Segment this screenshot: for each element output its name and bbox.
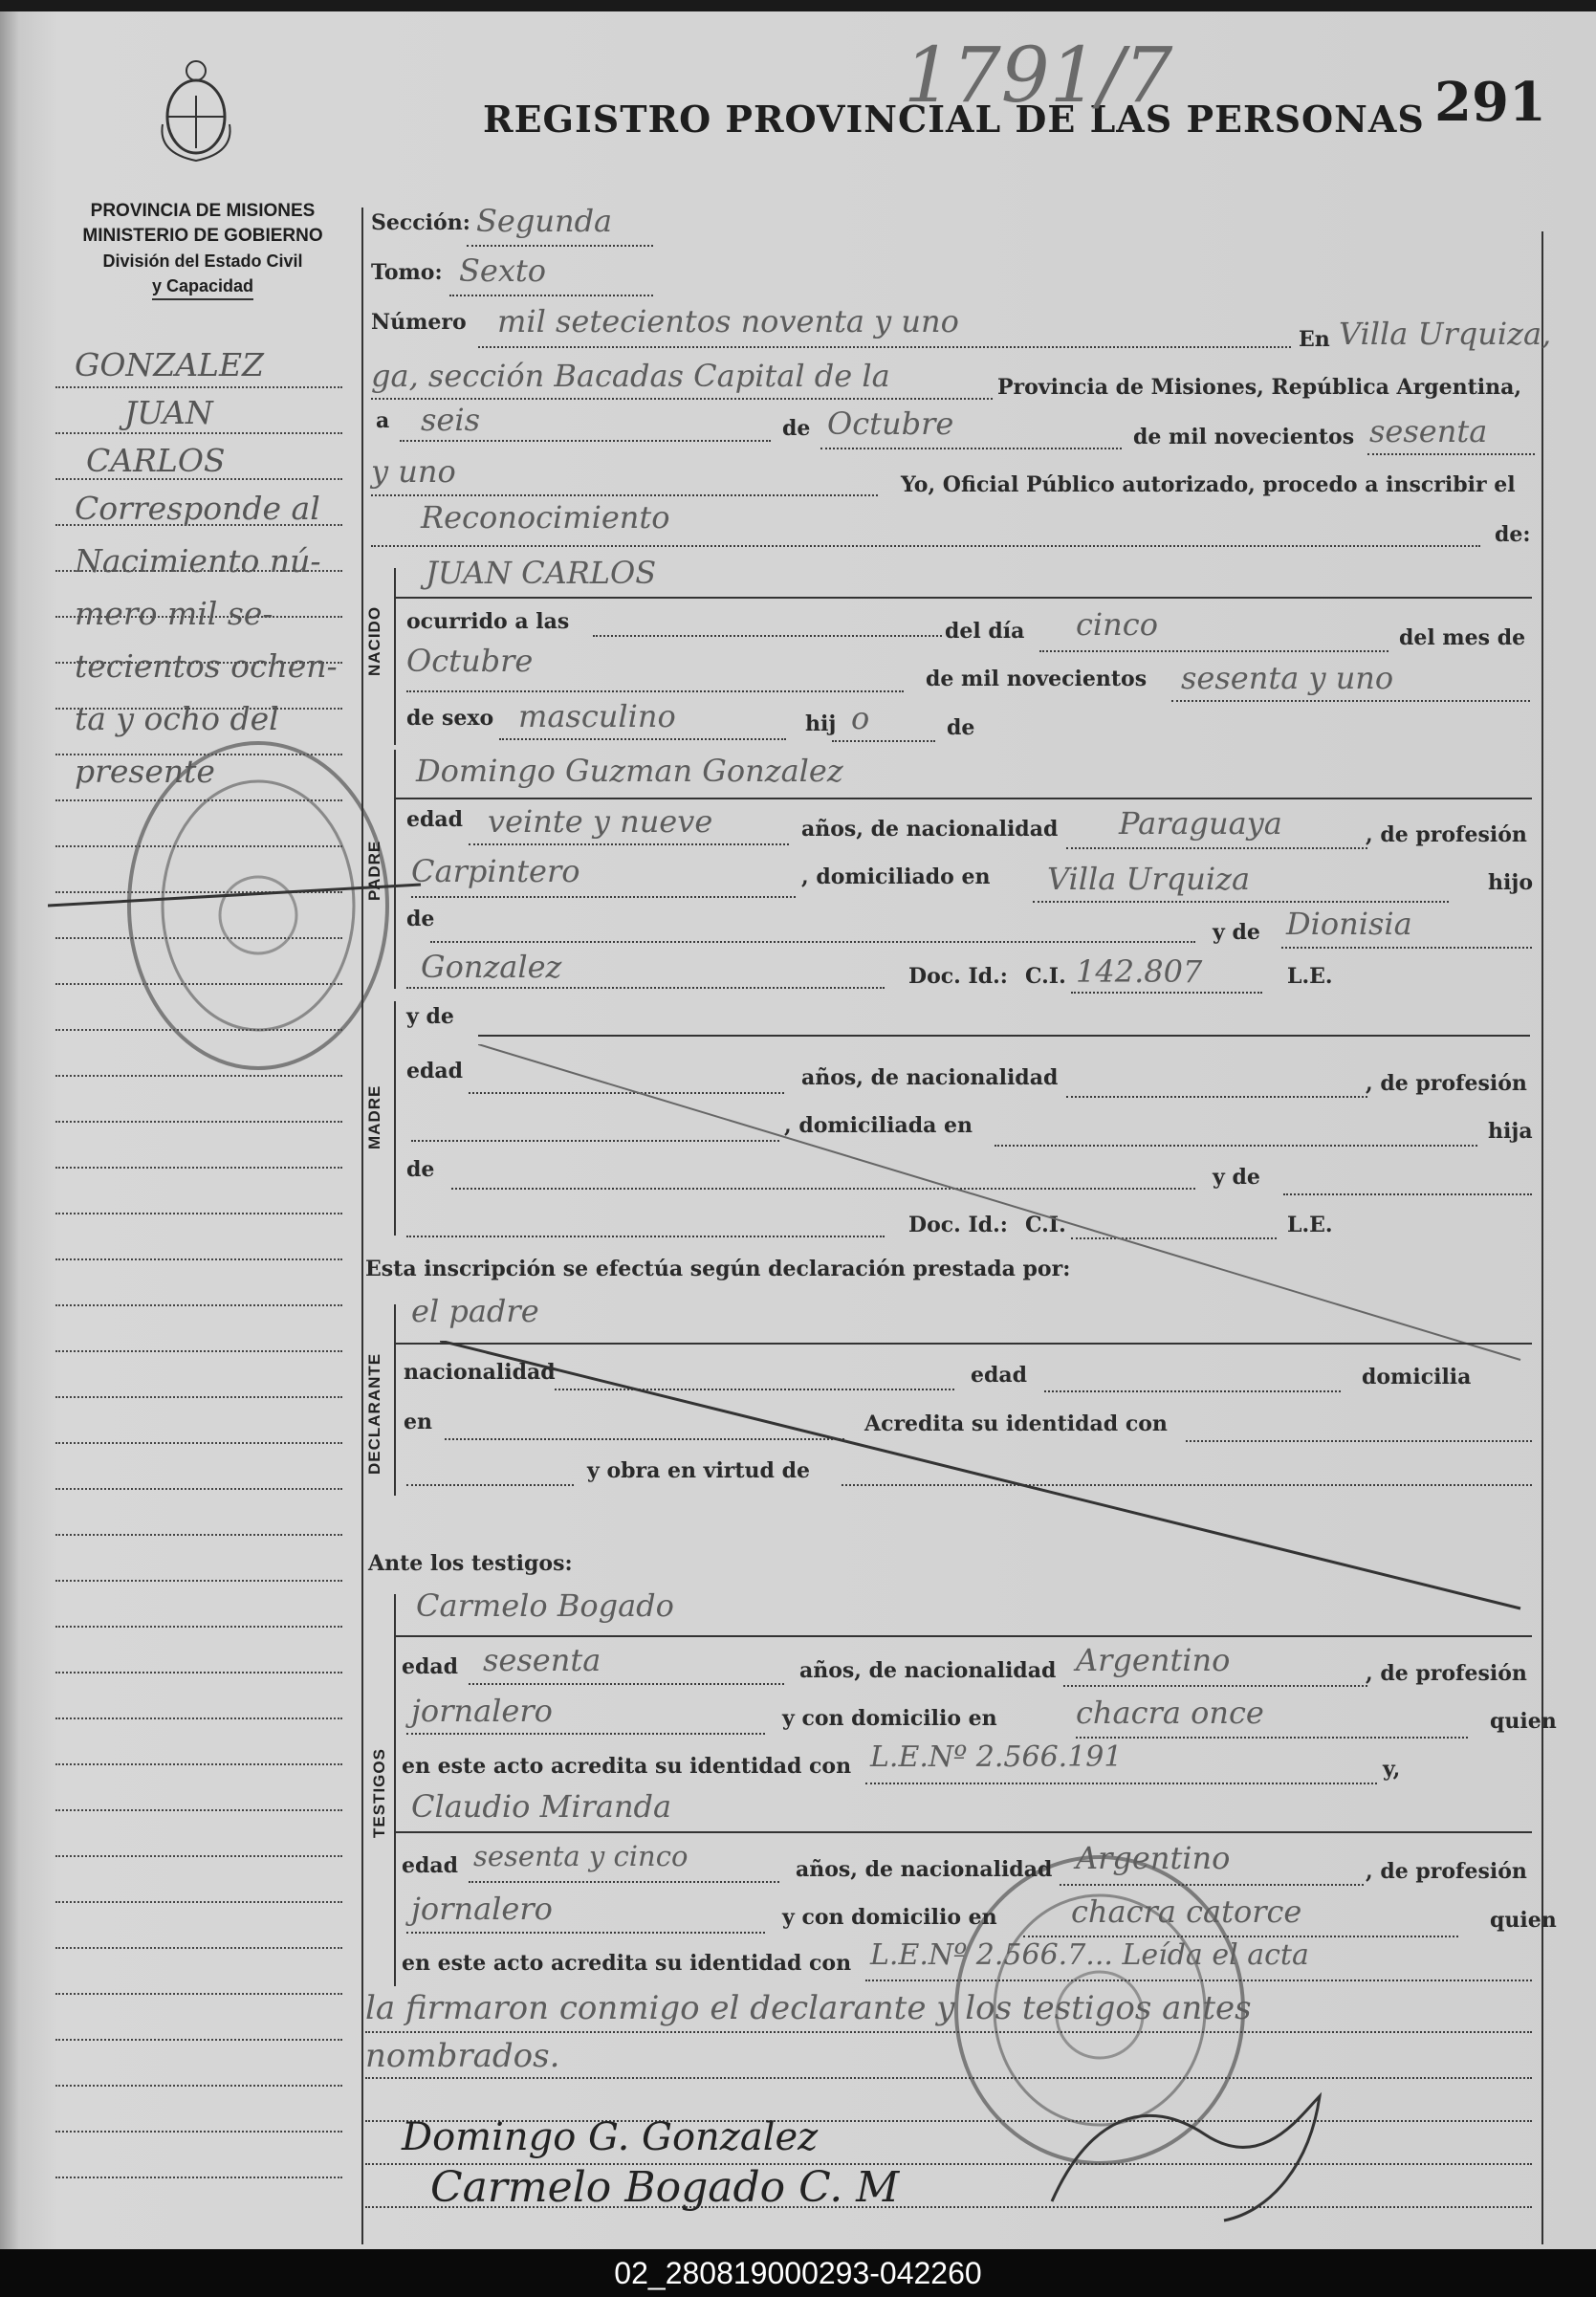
t1-doc-value: L.E.Nº 2.566.191 <box>870 1740 1123 1774</box>
de-colon-label: de: <box>1495 522 1531 547</box>
madre-prof-label: , de profesión <box>1366 1071 1527 1096</box>
acto-value: Reconocimiento <box>421 499 670 536</box>
mes-value: Octubre <box>827 405 954 442</box>
padre-edad-value: veinte y nueve <box>488 803 713 840</box>
dia-nac-line <box>1039 650 1388 652</box>
t1-y-label: y, <box>1383 1757 1401 1782</box>
padre-le-label: L.E. <box>1287 964 1333 989</box>
padre-doc-label: Doc. Id.: <box>908 964 1008 989</box>
nombre-line <box>394 597 1532 599</box>
declarante-dom-label: domicilia <box>1362 1365 1472 1389</box>
declarante-nac-label: nacionalidad <box>404 1360 556 1385</box>
margin-note-5: ta y ocho del <box>75 700 279 737</box>
obra-label: y obra en virtud de <box>587 1458 810 1483</box>
cierre-line-1: la firmaron conmigo el declarante y los testigos antes <box>365 1989 1252 2027</box>
madre-cancel-line <box>478 1044 1530 1369</box>
padre-nombre-value: Domingo Guzman Gonzalez <box>416 753 843 789</box>
mes-nac-line <box>406 690 904 692</box>
padre-dom-value: Villa Urquiza <box>1047 861 1251 897</box>
madre-nac-label: años, de nacionalidad <box>801 1065 1059 1090</box>
hija-label: hija <box>1488 1119 1533 1144</box>
ministry-line-3: División del Estado Civil <box>102 252 303 271</box>
act-number-handwritten: 1791/7 <box>904 31 1173 120</box>
padre-prof-value: Carpintero <box>411 853 580 889</box>
t1-edad-value: sesenta <box>483 1642 601 1678</box>
tomo-label: Tomo: <box>371 260 443 285</box>
margin-note-1: Corresponde al <box>75 490 320 527</box>
acredita-label: Acredita su identidad con <box>864 1411 1168 1436</box>
madre-bar <box>394 1001 396 1236</box>
numero-value: mil setecientos noventa y uno <box>497 303 959 339</box>
numero-line <box>478 346 1291 348</box>
padre-padres-line <box>430 941 1195 943</box>
t2-dom-label: y con domicilio en <box>782 1905 997 1930</box>
padre-prof-label: , de profesión <box>1366 822 1527 847</box>
t2-prof-value: jornalero <box>411 1891 553 1927</box>
t1-prof-label: , de profesión <box>1366 1661 1527 1686</box>
hij-value: o <box>851 700 870 736</box>
register-title: REGISTRO PROVINCIAL DE LAS PERSONAS <box>483 98 1425 141</box>
ministry-block <box>59 199 346 300</box>
padre-ci-value: 142.807 <box>1076 953 1203 990</box>
de-mil-label: de mil novecientos <box>1133 425 1355 449</box>
declarante-bar <box>394 1304 396 1496</box>
anio-nac-line <box>1171 700 1530 702</box>
padre-dom-line <box>1033 901 1449 903</box>
lugar-value-2: ga, sección Bacadas Capital de la <box>371 358 890 394</box>
dia-value: seis <box>421 402 481 438</box>
t2-nac-line <box>1060 1884 1364 1886</box>
del-mes-label: del mes de <box>1399 625 1526 650</box>
padre-ci-label: C.I. <box>1025 964 1066 989</box>
mes-line <box>820 448 1122 449</box>
t1-doc-line <box>865 1783 1377 1784</box>
t2-dom-line <box>1023 1936 1458 1937</box>
dia-nac-value: cinco <box>1076 606 1158 643</box>
declarante-edad-label: edad <box>971 1363 1028 1388</box>
sexo-line <box>499 738 786 740</box>
seccion-value: Segunda <box>476 203 613 239</box>
t2-acredita-label: en este acto acredita su identidad con <box>402 1951 852 1976</box>
t2-edad-label: edad <box>402 1853 459 1878</box>
ministry-line-2: MINISTERIO DE GOBIERNO <box>82 226 323 246</box>
margin-surname: GONZALEZ <box>75 346 264 383</box>
margin-name-2: CARLOS <box>86 442 226 479</box>
del-dia-label: del día <box>945 619 1025 644</box>
testigos-side-label: TESTIGOS <box>370 1748 388 1838</box>
declarante-en-label: en <box>404 1410 432 1434</box>
firma-testigo: Carmelo Bogado C. M <box>430 2163 900 2212</box>
sexo-value: masculino <box>518 698 676 734</box>
padre-nombre-line <box>394 798 1532 799</box>
anio-value-1: sesenta <box>1369 413 1488 449</box>
madre-y-de-label-2: y de <box>1213 1165 1260 1190</box>
firma-oficial-icon <box>1033 2077 1348 2230</box>
oficial-label: Yo, Oficial Público autorizado, procedo a inscribir el <box>901 472 1516 497</box>
numero-label: Número <box>371 310 467 335</box>
declarante-side-label: DECLARANTE <box>365 1352 383 1475</box>
de-mil-nov-label: de mil novecientos <box>926 667 1148 691</box>
seccion-line <box>467 245 653 247</box>
cierre-line-2: nombrados. <box>365 2037 560 2075</box>
declaracion-label: Esta inscripción se efectúa según declaración prestada por: <box>365 1257 1071 1281</box>
page-number: 291 <box>1434 71 1546 134</box>
t2-prof-label: , de profesión <box>1366 1859 1527 1884</box>
lugar-line <box>371 398 993 400</box>
anio2-line <box>371 494 878 496</box>
coat-of-arms-icon <box>153 57 239 172</box>
anio-value-2: y uno <box>371 453 456 490</box>
madre-side-label: MADRE <box>365 1084 383 1149</box>
t2-doc-value: L.E.Nº 2.566.7... Leída el acta <box>870 1938 1309 1972</box>
padre-nac-label: años, de nacionalidad <box>801 817 1059 842</box>
t1-prof-value: jornalero <box>411 1693 553 1729</box>
t1-nac-line <box>1063 1685 1367 1687</box>
madre-de-label: de <box>406 1157 435 1182</box>
t2-doc-line <box>865 1980 1532 1981</box>
hora-line <box>593 635 942 637</box>
en-label: En <box>1299 327 1330 352</box>
ministry-line-4: y Capacidad <box>152 273 253 300</box>
madre-le-label: L.E. <box>1287 1213 1333 1237</box>
t1-edad-line <box>469 1683 784 1685</box>
testigo2-line <box>394 1831 1532 1833</box>
padre-edad-line <box>469 843 789 845</box>
provincia-label: Provincia de Misiones, República Argentina, <box>997 375 1522 400</box>
t1-nac-label: años, de nacionalidad <box>799 1658 1057 1683</box>
padre-madre-line <box>1281 947 1532 949</box>
hij-label: hij <box>805 711 837 736</box>
cierre-line-rule-1 <box>365 2031 1532 2033</box>
padre-ci-line <box>1071 992 1262 994</box>
margin-note-3: mero mil se- <box>75 595 273 632</box>
declarante-cancel-line <box>440 1341 1530 1618</box>
mes-nac-value: Octubre <box>406 643 534 679</box>
padre-edad-label: edad <box>406 807 464 832</box>
margin-name-1: JUAN <box>124 394 213 431</box>
madre-dom-label: , domiciliada en <box>784 1113 973 1138</box>
padre-madre-value-1: Dionisia <box>1286 906 1412 942</box>
t2-dom-value: chacra catorce <box>1071 1893 1302 1930</box>
t2-edad-value: sesenta y cinco <box>473 1840 689 1872</box>
t1-dom-line <box>1076 1737 1468 1739</box>
madre-edad-label: edad <box>406 1059 464 1083</box>
nacido-bar <box>394 568 396 745</box>
anio-line <box>1367 453 1535 455</box>
frame-right <box>1541 231 1543 2244</box>
padre-dom-label: , domiciliado en <box>801 864 991 889</box>
t1-prof-line <box>406 1733 765 1735</box>
t1-acredita-label: en este acto acredita su identidad con <box>402 1754 852 1779</box>
de-label-2: de <box>947 715 975 740</box>
t1-dom-label: y con domicilio en <box>782 1706 997 1731</box>
padre-side-label: PADRE <box>365 840 383 901</box>
ministry-line-1: PROVINCIA DE MISIONES <box>90 201 316 221</box>
madre-doc-label: Doc. Id.: <box>908 1213 1008 1237</box>
lugar-value-1: Villa Urquiza, <box>1339 316 1552 352</box>
padre-madre2-line <box>406 987 885 989</box>
scan-id-footer: 02_280819000293-042260 <box>0 2249 1596 2297</box>
t2-edad-line <box>469 1881 779 1883</box>
t2-quien-label: quien <box>1490 1908 1557 1933</box>
testigo1-line <box>394 1635 1532 1637</box>
t1-dom-value: chacra once <box>1076 1695 1264 1731</box>
tomo-line <box>449 295 653 296</box>
padre-y-de-label: y de <box>1213 920 1260 945</box>
padre-bar <box>394 750 396 989</box>
t2-nac-value: Argentino <box>1076 1840 1231 1876</box>
nacido-side-label: NACIDO <box>365 605 383 676</box>
anio-nac-value: sesenta y uno <box>1181 660 1394 696</box>
madre-nombre-line <box>478 1035 1530 1037</box>
t1-quien-label: quien <box>1490 1709 1557 1734</box>
dia-line <box>400 440 771 442</box>
hij-line <box>832 740 935 742</box>
tomo-value: Sexto <box>459 252 547 289</box>
testigos-bar <box>394 1594 396 1986</box>
cierre-line-rule-2 <box>365 2077 1532 2079</box>
testigo1-value: Carmelo Bogado <box>416 1587 674 1624</box>
padre-de-label: de <box>406 907 435 931</box>
t2-prof-line <box>406 1932 765 1934</box>
t1-nac-value: Argentino <box>1076 1642 1231 1678</box>
ocurrido-label: ocurrido a las <box>406 609 570 634</box>
sexo-label: de sexo <box>406 706 494 731</box>
nombre-value: JUAN CARLOS <box>426 555 657 591</box>
padre-madre-value-2: Gonzalez <box>421 949 562 985</box>
margin-note-6: presente <box>75 753 215 790</box>
frame-left <box>361 208 363 2244</box>
a-label: a <box>376 408 390 433</box>
testigo2-value: Claudio Miranda <box>411 1788 672 1825</box>
testigos-intro-label: Ante los testigos: <box>368 1551 573 1576</box>
t2-nac-label: años, de nacionalidad <box>796 1857 1053 1882</box>
firma-declarante: Domingo G. Gonzalez <box>402 2115 819 2159</box>
seccion-label: Sección: <box>371 210 470 235</box>
declarante-value: el padre <box>411 1293 539 1329</box>
hijo-label: hijo <box>1488 870 1533 895</box>
t1-edad-label: edad <box>402 1654 459 1679</box>
padre-prof-line <box>411 896 796 898</box>
acto-line <box>371 545 1480 547</box>
padre-nac-line <box>1066 847 1367 849</box>
margin-note-2: Nacimiento nú- <box>75 542 321 580</box>
padre-nac-value: Paraguaya <box>1119 805 1282 842</box>
madre-y-de-label: y de <box>406 1004 454 1029</box>
madre-ci-label: C.I. <box>1025 1213 1066 1237</box>
de-label: de <box>782 416 811 441</box>
margin-note-4: tecientos ochen- <box>75 647 338 685</box>
register-page <box>0 11 1596 2249</box>
